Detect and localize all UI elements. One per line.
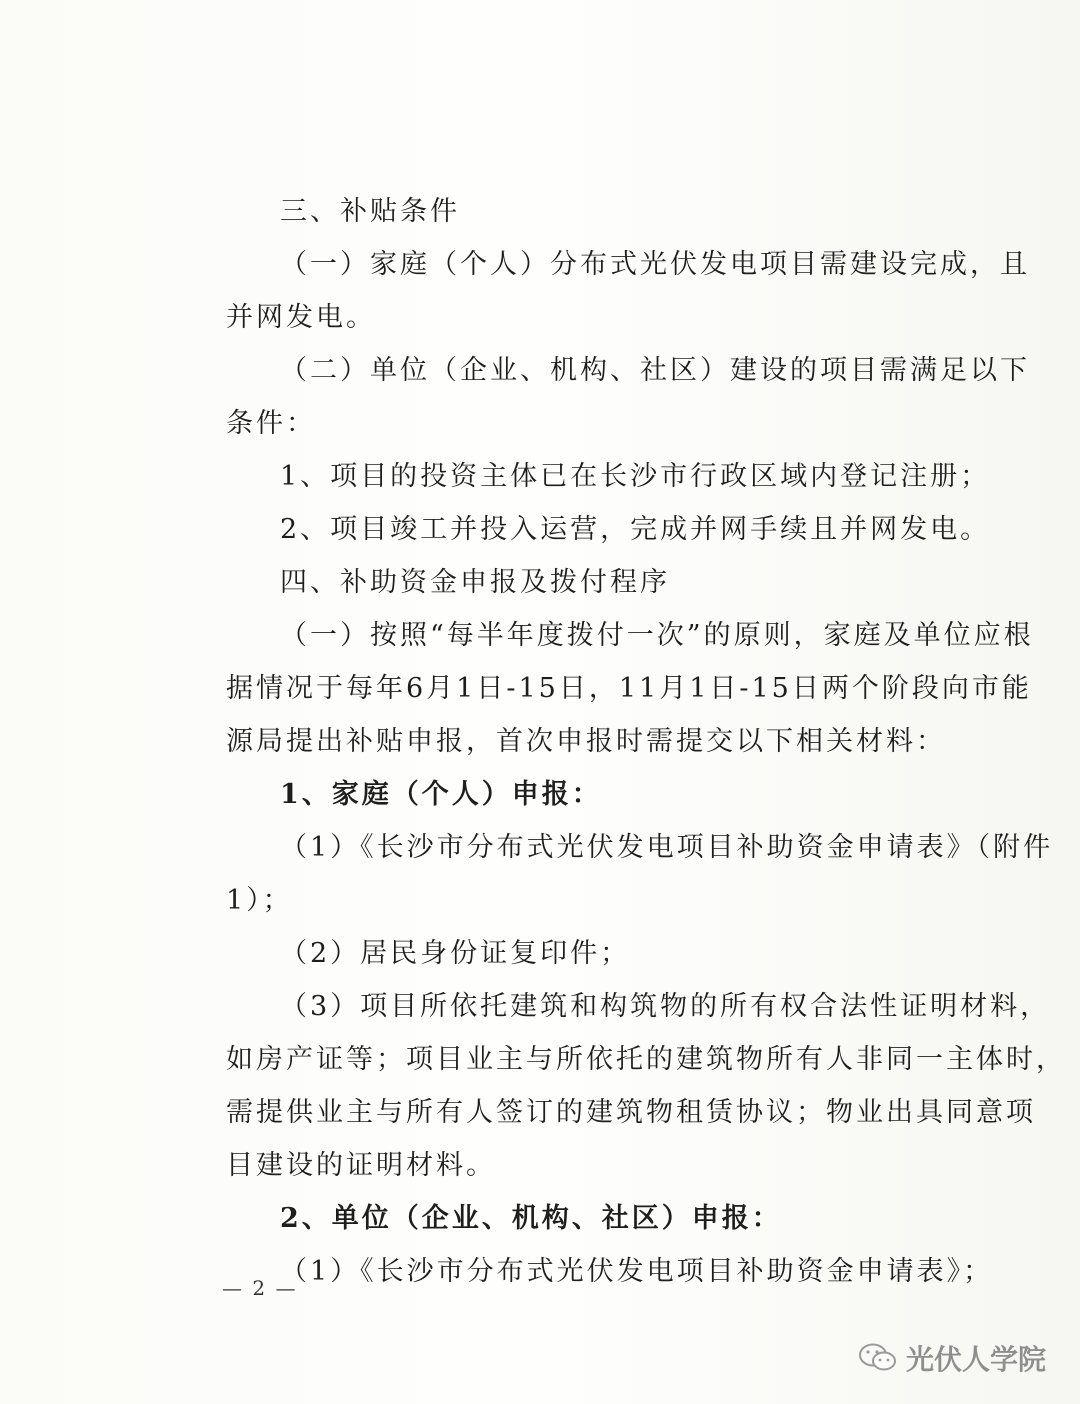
- paragraph-line: （1）《长沙市分布式光伏发电项目补助资金申请表》；: [280, 1256, 994, 1287]
- paragraph-line: （一）按照“每半年度拨付一次”的原则，家庭及单位应根: [280, 620, 1034, 651]
- paragraph-line: 四、补助资金申报及拨付程序: [280, 567, 670, 598]
- paragraph-line: （一）家庭（个人）分布式光伏发电项目需建设完成，且: [280, 249, 1030, 280]
- paragraph-line: 需提供业主与所有人签订的建筑物租赁协议；物业出具同意项: [226, 1097, 1036, 1128]
- paragraph-line: 1、项目的投资主体已在长沙市行政区域内登记注册；: [280, 461, 991, 492]
- paragraph-line: （2）居民身份证复印件；: [280, 938, 631, 969]
- paragraph-line: 2、项目竣工并投入运营，完成并网手续且并网发电。: [280, 514, 991, 545]
- paragraph-line: 如房产证等；项目业主与所依托的建筑物所有人非同一主体时，: [226, 1044, 1066, 1075]
- paragraph-line: 并网发电。: [226, 302, 376, 333]
- paragraph-line: 目建设的证明材料。: [226, 1150, 496, 1181]
- paragraph-line: （1）《长沙市分布式光伏发电项目补助资金申请表》（附件: [280, 832, 1054, 863]
- watermark-text: 光伏人学院: [905, 1343, 1046, 1376]
- document-body: [226, 185, 1066, 1298]
- paragraph-line: 三、补贴条件: [280, 196, 460, 227]
- paragraph-line: （二）单位（企业、机构、社区）建设的项目需满足以下: [280, 355, 1030, 386]
- paragraph-line: （3）项目所依托建筑和构筑物的所有权合法性证明材料，: [280, 991, 1051, 1022]
- paragraph-line: 条件：: [226, 408, 316, 439]
- paragraph-line: 1、家庭（个人）申报：: [280, 779, 602, 810]
- paragraph-line: 源局提出补贴申报，首次申报时需提交以下相关材料：: [226, 726, 946, 757]
- page-number: — 2 —: [222, 1276, 298, 1300]
- watermark: [858, 1338, 1046, 1378]
- paragraph-line: 1）；: [226, 885, 293, 916]
- wechat-icon: [858, 1342, 898, 1374]
- paragraph-line: 2、单位（企业、机构、社区）申报：: [280, 1203, 782, 1234]
- paragraph-line: 据情况于每年6月1日-15日，11月1日-15日两个阶段向市能: [226, 673, 1032, 704]
